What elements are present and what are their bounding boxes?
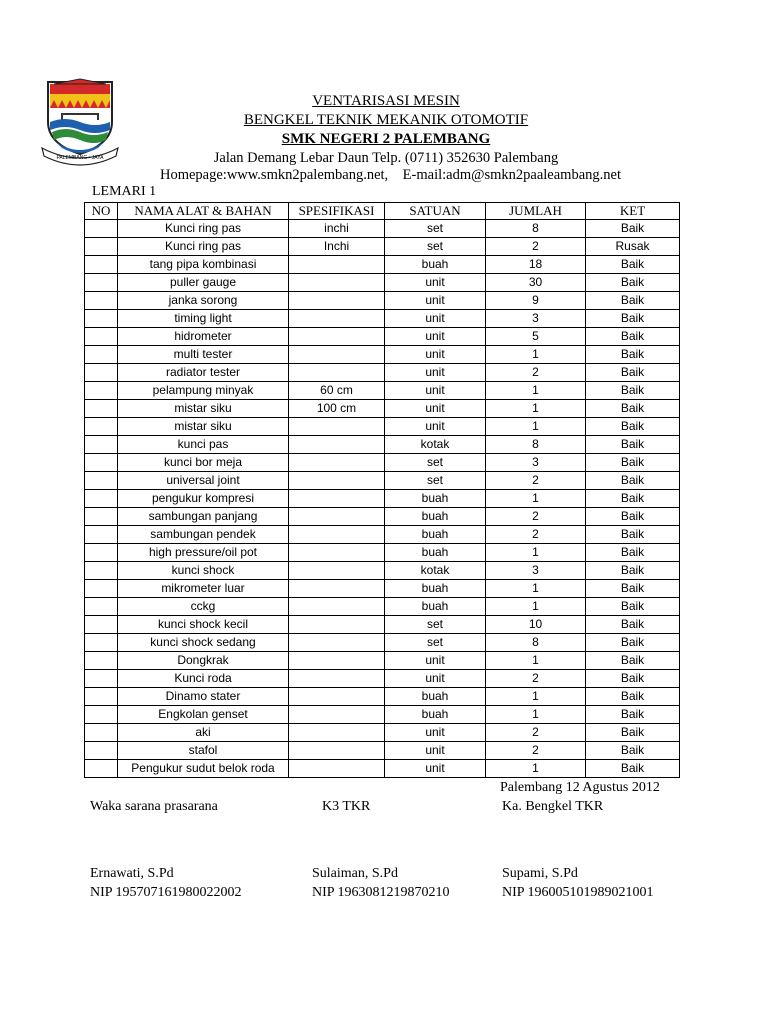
cell-remark: Baik	[586, 490, 680, 508]
cell-no	[85, 454, 118, 472]
cell-unit: unit	[385, 346, 486, 364]
cell-spec	[289, 436, 385, 454]
cell-item-name: tang pipa kombinasi	[118, 256, 289, 274]
cell-unit: buah	[385, 508, 486, 526]
cell-remark: Baik	[586, 256, 680, 274]
cell-unit: buah	[385, 490, 486, 508]
signatory-role: K3 TKR	[322, 799, 371, 814]
cell-unit: unit	[385, 760, 486, 778]
cell-item-name: Dinamo stater	[118, 688, 289, 706]
cell-unit: unit	[385, 364, 486, 382]
cell-spec: 100 cm	[289, 400, 385, 418]
cell-no	[85, 436, 118, 454]
cell-item-name: kunci shock sedang	[118, 634, 289, 652]
cell-remark: Baik	[586, 688, 680, 706]
cell-no	[85, 724, 118, 742]
cell-spec	[289, 292, 385, 310]
cell-remark: Baik	[586, 706, 680, 724]
column-header-spec: SPESIFIKASI	[289, 203, 385, 220]
column-header-name: NAMA ALAT & BAHAN	[118, 203, 289, 220]
cell-quantity: 9	[486, 292, 586, 310]
cell-quantity: 1	[486, 544, 586, 562]
table-row	[85, 490, 680, 508]
cell-no	[85, 382, 118, 400]
cell-no	[85, 364, 118, 382]
cell-remark: Baik	[586, 400, 680, 418]
cell-item-name: kunci shock kecil	[118, 616, 289, 634]
cell-spec	[289, 724, 385, 742]
cell-quantity: 8	[486, 436, 586, 454]
cell-item-name: aki	[118, 724, 289, 742]
table-row	[85, 310, 680, 328]
cell-unit: buah	[385, 544, 486, 562]
cell-quantity: 8	[486, 220, 586, 238]
cell-quantity: 3	[486, 310, 586, 328]
cell-remark: Baik	[586, 598, 680, 616]
cell-spec	[289, 706, 385, 724]
cell-unit: set	[385, 238, 486, 256]
cell-unit: set	[385, 220, 486, 238]
table-row	[85, 418, 680, 436]
cell-unit: buah	[385, 580, 486, 598]
cell-spec	[289, 616, 385, 634]
cell-quantity: 5	[486, 328, 586, 346]
cell-quantity: 1	[486, 580, 586, 598]
cell-no	[85, 598, 118, 616]
cell-item-name: sambungan pendek	[118, 526, 289, 544]
cell-item-name: hidrometer	[118, 328, 289, 346]
cell-no	[85, 400, 118, 418]
school-address: Jalan Demang Lebar Daun Telp. (0711) 352630 Palembang	[213, 150, 559, 166]
table-row	[85, 562, 680, 580]
table-row	[85, 472, 680, 490]
cell-remark: Baik	[586, 436, 680, 454]
cell-remark: Baik	[586, 760, 680, 778]
cell-unit: set	[385, 616, 486, 634]
cell-item-name: mikrometer luar	[118, 580, 289, 598]
cell-no	[85, 256, 118, 274]
cell-no	[85, 634, 118, 652]
cell-unit: buah	[385, 706, 486, 724]
table-row	[85, 544, 680, 562]
signatory-name: Sulaiman, S.Pd	[312, 866, 398, 881]
cell-item-name: multi tester	[118, 346, 289, 364]
cell-spec	[289, 310, 385, 328]
cell-unit: kotak	[385, 562, 486, 580]
document-subtitle: BENGKEL TEKNIK MEKANIK OTOMOTIF	[243, 112, 529, 128]
cell-quantity: 1	[486, 706, 586, 724]
cell-item-name: radiator tester	[118, 364, 289, 382]
signatory-nip: NIP 195707161980022002	[90, 885, 242, 900]
cell-item-name: Pengukur sudut belok roda	[118, 760, 289, 778]
cell-remark: Baik	[586, 526, 680, 544]
cell-item-name: mistar siku	[118, 400, 289, 418]
table-row	[85, 454, 680, 472]
cell-remark: Baik	[586, 364, 680, 382]
cell-no	[85, 274, 118, 292]
cell-spec	[289, 346, 385, 364]
cell-no	[85, 220, 118, 238]
cell-spec	[289, 472, 385, 490]
cell-quantity: 18	[486, 256, 586, 274]
column-header-no: NO	[85, 203, 118, 220]
table-row	[85, 238, 680, 256]
cell-spec	[289, 418, 385, 436]
cell-remark: Baik	[586, 274, 680, 292]
cell-no	[85, 544, 118, 562]
cell-remark: Baik	[586, 328, 680, 346]
cell-quantity: 1	[486, 490, 586, 508]
table-row	[85, 652, 680, 670]
cell-spec	[289, 688, 385, 706]
cell-no	[85, 760, 118, 778]
cell-quantity: 2	[486, 508, 586, 526]
table-row	[85, 580, 680, 598]
document-title: VENTARISASI MESIN	[312, 93, 460, 109]
cell-unit: unit	[385, 652, 486, 670]
table-row	[85, 436, 680, 454]
table-row	[85, 724, 680, 742]
cell-quantity: 2	[486, 526, 586, 544]
cell-no	[85, 238, 118, 256]
table-row	[85, 688, 680, 706]
cell-item-name: timing light	[118, 310, 289, 328]
cell-remark: Baik	[586, 616, 680, 634]
cell-item-name: mistar siku	[118, 418, 289, 436]
cell-quantity: 1	[486, 346, 586, 364]
cell-quantity: 10	[486, 616, 586, 634]
table-header-row	[85, 203, 680, 220]
cell-quantity: 2	[486, 742, 586, 760]
cell-no	[85, 742, 118, 760]
signatory-name: Supami, S.Pd	[502, 866, 578, 881]
table-row	[85, 220, 680, 238]
cell-item-name: Kunci ring pas	[118, 220, 289, 238]
cell-remark: Baik	[586, 724, 680, 742]
cell-spec	[289, 508, 385, 526]
column-header-remark: KET	[586, 203, 680, 220]
cell-spec	[289, 652, 385, 670]
cell-unit: set	[385, 472, 486, 490]
cell-unit: unit	[385, 400, 486, 418]
cell-unit: unit	[385, 670, 486, 688]
signatory-role: Waka sarana prasarana	[90, 799, 218, 814]
cell-spec: 60 cm	[289, 382, 385, 400]
school-emblem-logo	[40, 78, 120, 166]
cell-item-name: janka sorong	[118, 292, 289, 310]
cell-quantity: 1	[486, 382, 586, 400]
school-contact: Homepage:www.smkn2palembang.net, E-mail:adm@smkn2paaleambang.net	[160, 167, 621, 183]
cell-unit: buah	[385, 598, 486, 616]
cell-unit: buah	[385, 256, 486, 274]
cell-quantity: 2	[486, 670, 586, 688]
cell-no	[85, 310, 118, 328]
cell-item-name: universal joint	[118, 472, 289, 490]
table-row	[85, 328, 680, 346]
table-row	[85, 400, 680, 418]
cell-unit: unit	[385, 328, 486, 346]
place-date: Palembang 12 Agustus 2012	[500, 780, 660, 795]
cell-no	[85, 706, 118, 724]
cell-item-name: stafol	[118, 742, 289, 760]
cell-item-name: puller gauge	[118, 274, 289, 292]
table-row	[85, 634, 680, 652]
cell-spec	[289, 742, 385, 760]
cell-item-name: Engkolan genset	[118, 706, 289, 724]
table-row	[85, 346, 680, 364]
table-row	[85, 256, 680, 274]
cell-quantity: 8	[486, 634, 586, 652]
cell-unit: set	[385, 454, 486, 472]
cell-spec	[289, 274, 385, 292]
cell-spec	[289, 760, 385, 778]
cell-item-name: Dongkrak	[118, 652, 289, 670]
cell-remark: Baik	[586, 652, 680, 670]
cell-quantity: 1	[486, 418, 586, 436]
cell-spec	[289, 670, 385, 688]
emblem-motto-text: PALEMBANG • JAYA	[56, 155, 104, 161]
cell-no	[85, 562, 118, 580]
cell-spec	[289, 634, 385, 652]
cell-quantity: 3	[486, 562, 586, 580]
inventory-table	[84, 202, 680, 778]
table-row	[85, 598, 680, 616]
cell-unit: unit	[385, 292, 486, 310]
cell-item-name: kunci pas	[118, 436, 289, 454]
table-row	[85, 292, 680, 310]
cell-item-name: Kunci ring pas	[118, 238, 289, 256]
cell-remark: Baik	[586, 472, 680, 490]
cell-item-name: Kunci roda	[118, 670, 289, 688]
cell-remark: Baik	[586, 544, 680, 562]
table-row	[85, 274, 680, 292]
cell-no	[85, 418, 118, 436]
cell-quantity: 2	[486, 364, 586, 382]
table-row	[85, 670, 680, 688]
cell-quantity: 1	[486, 598, 586, 616]
cell-remark: Baik	[586, 580, 680, 598]
cell-no	[85, 346, 118, 364]
table-row	[85, 526, 680, 544]
cell-no	[85, 616, 118, 634]
cell-remark: Rusak	[586, 238, 680, 256]
table-row	[85, 760, 680, 778]
table-row	[85, 382, 680, 400]
cell-no	[85, 580, 118, 598]
cell-unit: unit	[385, 418, 486, 436]
cell-unit: unit	[385, 382, 486, 400]
column-header-quantity: JUMLAH	[486, 203, 586, 220]
cell-item-name: cckg	[118, 598, 289, 616]
table-row	[85, 364, 680, 382]
cell-spec	[289, 598, 385, 616]
cell-remark: Baik	[586, 508, 680, 526]
cell-spec	[289, 562, 385, 580]
cell-unit: unit	[385, 274, 486, 292]
cell-remark: Baik	[586, 346, 680, 364]
cell-spec	[289, 454, 385, 472]
cell-quantity: 1	[486, 688, 586, 706]
school-name: SMK NEGERI 2 PALEMBANG	[281, 131, 491, 147]
cell-spec	[289, 526, 385, 544]
cell-item-name: kunci bor meja	[118, 454, 289, 472]
cell-no	[85, 328, 118, 346]
cell-unit: unit	[385, 310, 486, 328]
signatory-role: Ka. Bengkel TKR	[502, 799, 604, 814]
signatory-name: Ernawati, S.Pd	[90, 866, 174, 881]
cell-item-name: pelampung minyak	[118, 382, 289, 400]
cell-quantity: 1	[486, 760, 586, 778]
cell-remark: Baik	[586, 742, 680, 760]
cell-spec	[289, 256, 385, 274]
cell-remark: Baik	[586, 634, 680, 652]
cell-no	[85, 490, 118, 508]
cell-quantity: 3	[486, 454, 586, 472]
cell-quantity: 2	[486, 238, 586, 256]
cell-unit: buah	[385, 526, 486, 544]
cell-item-name: pengukur kompresi	[118, 490, 289, 508]
cell-quantity: 2	[486, 472, 586, 490]
cell-item-name: kunci shock	[118, 562, 289, 580]
cell-no	[85, 508, 118, 526]
cell-remark: Baik	[586, 220, 680, 238]
cell-spec: inchi	[289, 220, 385, 238]
cell-quantity: 2	[486, 724, 586, 742]
cell-spec: Inchi	[289, 238, 385, 256]
cell-remark: Baik	[586, 382, 680, 400]
cell-no	[85, 292, 118, 310]
cell-spec	[289, 544, 385, 562]
cell-no	[85, 688, 118, 706]
column-header-unit: SATUAN	[385, 203, 486, 220]
cell-remark: Baik	[586, 292, 680, 310]
table-row	[85, 508, 680, 526]
cell-remark: Baik	[586, 562, 680, 580]
table-row	[85, 706, 680, 724]
cell-unit: kotak	[385, 436, 486, 454]
cell-spec	[289, 328, 385, 346]
cell-remark: Baik	[586, 418, 680, 436]
cell-spec	[289, 580, 385, 598]
cell-unit: set	[385, 634, 486, 652]
cell-remark: Baik	[586, 670, 680, 688]
cell-quantity: 30	[486, 274, 586, 292]
cell-item-name: high pressure/oil pot	[118, 544, 289, 562]
signatory-nip: NIP 196005101989021001	[502, 885, 654, 900]
cell-remark: Baik	[586, 454, 680, 472]
cell-no	[85, 526, 118, 544]
cell-unit: unit	[385, 724, 486, 742]
signatory-nip: NIP 1963081219870210	[312, 885, 450, 900]
cell-quantity: 1	[486, 400, 586, 418]
table-row	[85, 616, 680, 634]
cell-remark: Baik	[586, 310, 680, 328]
cell-quantity: 1	[486, 652, 586, 670]
cell-no	[85, 670, 118, 688]
cell-no	[85, 652, 118, 670]
cell-spec	[289, 490, 385, 508]
cell-item-name: sambungan panjang	[118, 508, 289, 526]
cell-no	[85, 472, 118, 490]
section-label: LEMARI 1	[92, 184, 157, 199]
cell-spec	[289, 364, 385, 382]
table-row	[85, 742, 680, 760]
cell-unit: unit	[385, 742, 486, 760]
cell-unit: buah	[385, 688, 486, 706]
